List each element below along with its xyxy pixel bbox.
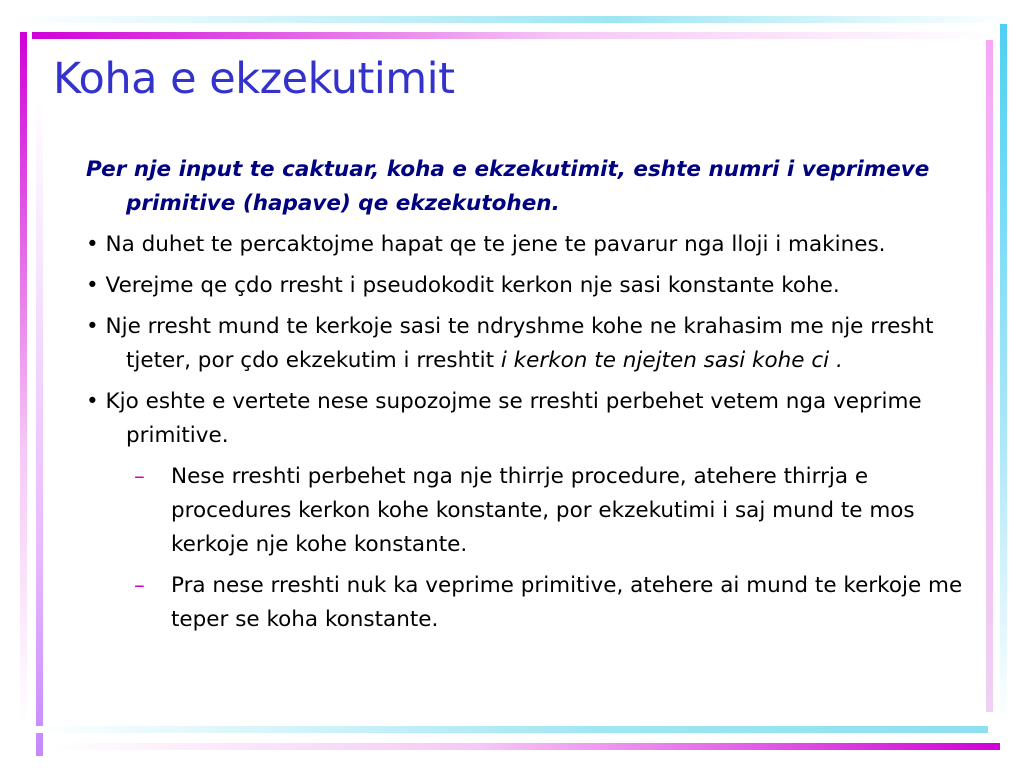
slide-title: Koha e ekzekutimit (53, 54, 455, 104)
decor-bar-bottom-cyan (28, 726, 988, 733)
decor-bar-left-violet (36, 96, 43, 756)
dash-marker: – (134, 464, 145, 489)
dash-marker: – (134, 573, 145, 598)
bullet-text: Kjo eshte e vertete nese supozojme se rreshti perbehet vetem nga veprime primitive. (105, 389, 922, 448)
decor-bar-right-cyan (1000, 24, 1007, 724)
bullet-text-italic: i kerkon te njejten sasi kohe ci . (500, 348, 843, 373)
decor-bar-bottom-magenta (48, 743, 1000, 750)
slide-body (86, 153, 991, 644)
bullet-text: Na duhet te percaktojme hapat qe te jene te pavarur nga lloji i makines. (105, 232, 886, 257)
bullet-marker: • (86, 314, 106, 339)
bullet-marker: • (86, 232, 106, 257)
bullet-marker: • (86, 273, 106, 298)
bullet-item (86, 269, 991, 303)
bullet-marker: • (86, 389, 106, 414)
bullet-text: Nje rresht mund te kerkoje sasi te ndryshme kohe ne krahasim me nje rresht tjeter, por çdo ekzekutim i rreshtit (105, 314, 934, 373)
sub-bullet-item (134, 569, 991, 637)
bullet-item (86, 310, 991, 378)
sub-bullet-item (134, 460, 991, 562)
sub-bullet-text: Nese rreshti perbehet nga nje thirrje procedure, atehere thirrja e procedures kerkon kohe konstante, por ekzekutimi i saj mund te mos kerkoje nje kohe konstante. (171, 464, 915, 557)
decor-bar-left-magenta (20, 32, 27, 726)
decor-bar-top-magenta (32, 32, 994, 39)
bullet-item (86, 385, 991, 453)
bullet-text: Verejme qe çdo rresht i pseudokodit kerkon nje sasi konstante kohe. (105, 273, 840, 298)
decor-bar-top-cyan (10, 16, 1014, 23)
bullet-item (86, 228, 991, 262)
sub-bullet-text: Pra nese rreshti nuk ka veprime primitive, atehere ai mund te kerkoje me teper se koha konstante. (171, 573, 963, 632)
lead-paragraph: Per nje input te caktuar, koha e ekzekutimit, eshte numri i veprimeve primitive (hapave) qe ekzekutohen. (86, 157, 930, 216)
